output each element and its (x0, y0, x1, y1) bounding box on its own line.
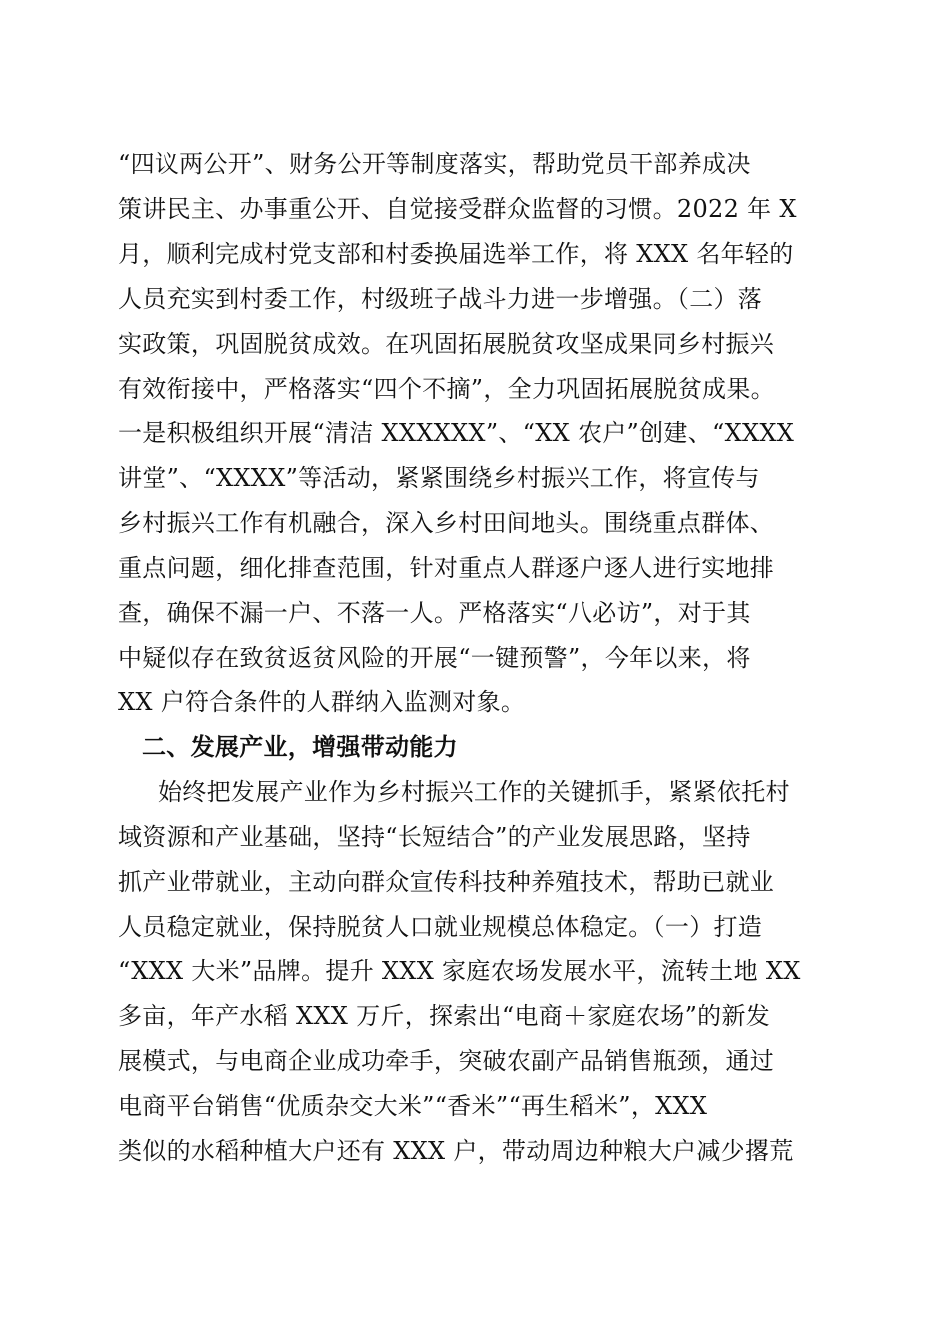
paragraph-line: 人员充实到村委工作，村级班子战斗力进一步增强。（二）落 (118, 285, 763, 313)
paragraph-line: 中疑似存在致贫返贫风险的开展“一键预警”，今年以来，将 (118, 644, 751, 672)
paragraph-line: 人员稳定就业，保持脱贫人口就业规模总体稳定。（一）打造 (118, 913, 763, 941)
paragraph-line: 重点问题，细化排查范围，针对重点人群逐户逐人进行实地排 (118, 554, 775, 582)
paragraph-line: 类似的水稻种植大户还有 XXX 户，带动周边种粮大户减少撂荒 (118, 1137, 794, 1165)
paragraph-line: 查，确保不漏一户、不落一人。严格落实“八必访”，对于其 (118, 599, 751, 627)
paragraph-line: 展模式，与电商企业成功牵手，突破农副产品销售瓶颈，通过 (118, 1047, 775, 1075)
paragraph-line: 乡村振兴工作有机融合，深入乡村田间地头。围绕重点群体、 (118, 509, 775, 537)
paragraph-line: 始终把发展产业作为乡村振兴工作的关键抓手，紧紧依托村 (158, 778, 790, 806)
paragraph-line: “XXX 大米”品牌。提升 XXX 家庭农场发展水平，流转土地 XX (118, 957, 801, 985)
section-heading: 二、发展产业，增强带动能力 (142, 733, 458, 761)
paragraph-line: 电商平台销售“优质杂交大米”“香米”“再生稻米”，XXX (118, 1092, 708, 1120)
paragraph-line: 抓产业带就业，主动向群众宣传科技种养殖技术，帮助已就业 (118, 868, 775, 896)
paragraph-line: 策讲民主、办事重公开、自觉接受群众监督的习惯。2022 年 X (118, 195, 797, 223)
paragraph-line: 月，顺利完成村党支部和村委换届选举工作，将 XXX 名年轻的 (118, 240, 794, 268)
paragraph-line: 讲堂”、“XXXX”等活动，紧紧围绕乡村振兴工作，将宣传与 (118, 464, 760, 492)
paragraph-line: 有效衔接中，严格落实“四个不摘”，全力巩固拓展脱贫成果。 (118, 375, 775, 403)
paragraph-line: 实政策，巩固脱贫成效。在巩固拓展脱贫攻坚成果同乡村振兴 (118, 330, 775, 358)
paragraph-line: “四议两公开”、财务公开等制度落实，帮助党员干部养成决 (118, 150, 751, 178)
paragraph-line: 一是积极组织开展“清洁 XXXXXX”、“XX 农户”创建、“XXXX (118, 419, 795, 447)
paragraph-line: 域资源和产业基础，坚持“长短结合”的产业发展思路，坚持 (118, 823, 751, 851)
paragraph-line: 多亩，年产水稻 XXX 万斤，探索出“电商＋家庭农场”的新发 (118, 1002, 771, 1030)
paragraph-line: XX 户符合条件的人群纳入监测对象。 (118, 688, 526, 716)
